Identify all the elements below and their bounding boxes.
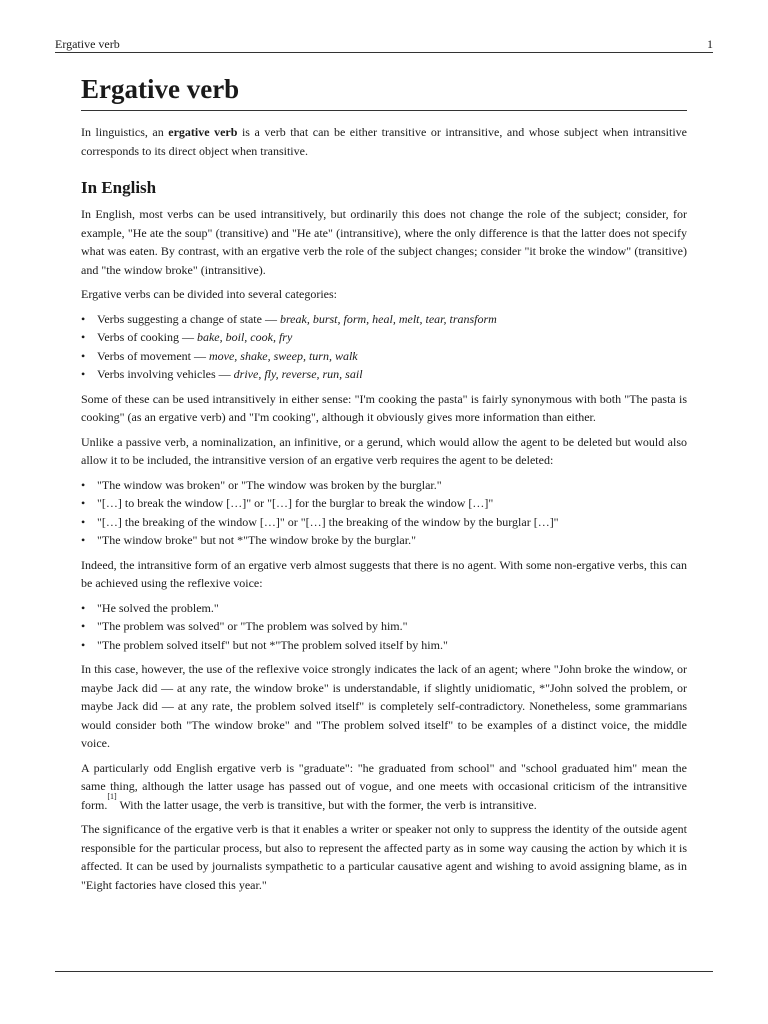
list-item xyxy=(81,328,687,347)
categories-list xyxy=(81,310,687,384)
list-item xyxy=(81,310,687,329)
list-item: • "He solved the problem." xyxy=(81,599,687,618)
running-header-title: Ergative verb xyxy=(55,37,120,51)
running-header xyxy=(55,36,713,53)
paragraph: In English, most verbs can be used intransitively, but ordinarily this does not change the role of the subject; consider, for example, "He ate the soup" (transitive) and "He ate" (intransitive), where the only difference is that the latter does not specify what was eaten. By contrast, with an ergative verb the role of the subject changes; consider "it broke the window" (transitive) and "the window broke" (intransitive). xyxy=(81,207,687,277)
list-item: • "The window broke" but not *"The window broke by the burglar." xyxy=(81,531,687,550)
list-item: • "The problem was solved" or "The problem was solved by him." xyxy=(81,617,687,636)
reflexive-examples-list xyxy=(81,599,687,655)
category-label: Verbs suggesting a change of state — xyxy=(97,311,280,326)
paragraph: Some of these can be used intransitively in either sense: "I'm cooking the pasta" is fairly synonymous with both "The pasta is cooking" (as an ergative verb) and "I'm cooking", although it obviously gives more information than either. xyxy=(81,391,687,424)
category-examples: move, shake, sweep, turn, walk xyxy=(208,348,358,363)
category-label: Verbs of cooking — xyxy=(97,330,197,344)
list-item: • "The problem solved itself" but not *"The problem solved itself by him." xyxy=(81,636,687,655)
deletion-examples-list xyxy=(81,476,687,550)
article-body xyxy=(81,72,687,900)
category-label: Verbs of movement — xyxy=(97,348,209,363)
paragraph xyxy=(81,759,687,815)
category-examples: bake, boil, cook, fry xyxy=(196,330,293,344)
list-item: • "[…] to break the window […]" or "[…] for the burglar to break the window […]" xyxy=(81,494,687,513)
para7-after: With the latter usage, the verb is transitive, but with the former, the verb is intransitive. xyxy=(116,797,537,812)
category-examples: drive, fly, reverse, run, sail xyxy=(233,367,363,381)
intro-before: In linguistics, an xyxy=(81,125,169,139)
paragraph: In this case, however, the use of the reflexive voice strongly indicates the lack of an agent; where "John broke the window, or maybe Jack did — at any rate, the window broke" is understandable, if slightly unidiomatic, *"John solved the problem, or maybe Jack did — at any rate, the problem solved itself" is completely self-contradictory. Nonetheless, some grammarians would consider both "The window broke" and "The problem solved itself" to be examples of a distinct voice, the middle voice. xyxy=(81,662,687,750)
list-item: • "The window was broken" or "The window was broken by the burglar." xyxy=(81,476,687,495)
paragraph: The significance of the ergative verb is that it enables a writer or speaker not only to suppress the identity of the outside agent responsible for the particular process, but also to represent the affected party as in some way causing the action by which it is affected. It can be used by journalists sympathetic to a particular causative agent and wishing to avoid assigning blame, as in "Eight factories have closed this year." xyxy=(81,822,687,892)
footer-rule xyxy=(55,971,713,972)
list-item xyxy=(81,365,687,384)
section-heading-in-english: In English xyxy=(81,178,157,197)
article-title: Ergative verb xyxy=(81,72,687,111)
paragraph: Ergative verbs can be divided into several categories: xyxy=(81,287,338,301)
paragraph: Unlike a passive verb, a nominalization, an infinitive, or a gerund, which would allow the agent to be deleted but would also allow it to be included, the intransitive version of an ergative verb requires the agent to be deleted: xyxy=(81,434,687,467)
list-item: • "[…] the breaking of the window […]" or "[…] the breaking of the window by the burglar […]" xyxy=(81,513,687,532)
paragraph: Indeed, the intransitive form of an ergative verb almost suggests that there is no agent. With some non-ergative verbs, this can be achieved using the reflexive voice: xyxy=(81,557,687,590)
intro-after: is a verb that can be either transitive or intransitive, and whose subject when intransitive corresponds to its direct object when transitive. xyxy=(81,125,687,158)
page-number: 1 xyxy=(707,37,713,51)
category-label: Verbs involving vehicles — xyxy=(97,367,234,381)
list-item xyxy=(81,347,687,366)
intro-term: ergative verb xyxy=(168,125,238,139)
footnote-link[interactable]: [1] xyxy=(107,791,117,801)
para7-before: A particularly odd English ergative verb is "graduate": "he graduated from school" and "school graduated him" mean the same thing, although the latter usage has passed out of vogue, and one meets with occasional criticism of the intransitive form. xyxy=(81,760,687,812)
intro-paragraph xyxy=(81,123,687,160)
category-examples: break, burst, form, heal, melt, tear, transform xyxy=(279,311,497,326)
